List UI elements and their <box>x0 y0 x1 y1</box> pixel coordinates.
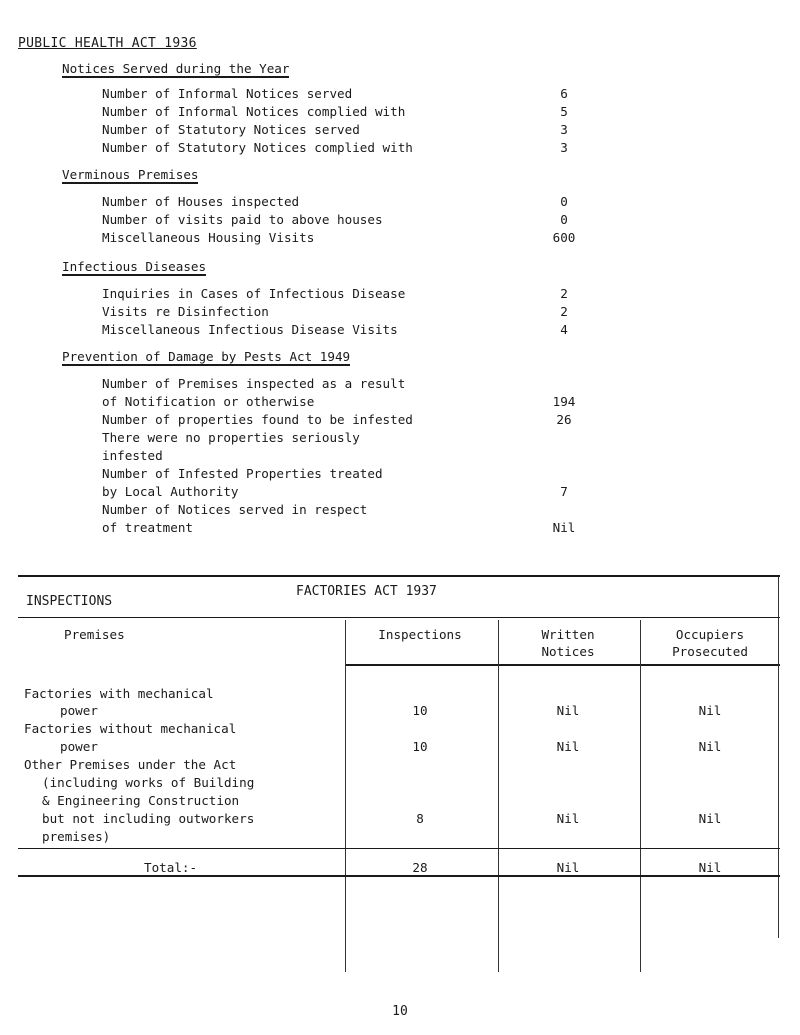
row-label: of Notification or otherwise <box>102 394 315 409</box>
total-inspections: 28 <box>412 860 428 875</box>
row-value: 2 <box>560 304 568 319</box>
notices-row <box>102 86 592 104</box>
row-label: Miscellaneous Infectious Disease Visits <box>102 322 398 337</box>
heading-text: PUBLIC HEALTH ACT 1936 <box>18 36 197 51</box>
table-right-edge <box>778 576 779 938</box>
row-value: 194 <box>552 394 576 409</box>
col-header-occupiers-1: Occupiers <box>675 627 745 642</box>
row-value: 6 <box>560 86 568 101</box>
total-top-rule <box>18 848 780 849</box>
factory-row-label: power <box>60 703 98 718</box>
col-header-written-2: Notices <box>541 644 595 659</box>
factories-act-title: FACTORIES ACT 1937 <box>296 584 437 599</box>
column-divider <box>640 620 641 972</box>
row-label: Miscellaneous Housing Visits <box>102 230 315 245</box>
row-value: 4 <box>560 322 568 337</box>
pests-serious-line1: There were no properties seriously <box>102 430 360 445</box>
row-value: 26 <box>556 412 572 427</box>
verminous-row <box>102 194 592 212</box>
verminous-row <box>102 212 592 230</box>
total-notices: Nil <box>556 860 580 875</box>
notices-row <box>102 122 592 140</box>
row-label: Number of visits paid to above houses <box>102 212 383 227</box>
pests-serious-line2: infested <box>102 448 163 463</box>
row-value: 0 <box>560 212 568 227</box>
factory-row-notices: Nil <box>556 703 580 718</box>
notices-row <box>102 140 592 158</box>
section-title-notices: Notices Served during the Year <box>62 61 290 76</box>
row-value: 2 <box>560 286 568 301</box>
factory-row-prosecuted: Nil <box>698 703 722 718</box>
table-header-rule <box>18 617 780 618</box>
section-title-infectious: Infectious Diseases <box>62 259 207 274</box>
row-value: Nil <box>552 520 576 535</box>
factory-row-inspections: 10 <box>412 703 428 718</box>
row-value: 0 <box>560 194 568 209</box>
table-bottom-rule <box>18 875 780 877</box>
row-label: Visits re Disinfection <box>102 304 269 319</box>
notices-row <box>102 104 592 122</box>
factory-row-label: premises) <box>42 829 111 844</box>
row-value: 5 <box>560 104 568 119</box>
pests-notices-row <box>102 520 592 538</box>
inspections-label: INSPECTIONS <box>26 594 113 609</box>
pests-notices-line1: Number of Notices served in respect <box>102 502 368 517</box>
header-bottom-rule <box>345 664 780 666</box>
row-label: Number of Houses inspected <box>102 194 300 209</box>
page-number: 10 <box>392 1004 408 1019</box>
column-divider <box>345 620 346 972</box>
factory-row-inspections: 10 <box>412 739 428 754</box>
pests-treated-row <box>102 484 592 502</box>
pests-infested-row <box>102 412 592 430</box>
row-label: of treatment <box>102 520 193 535</box>
infectious-row <box>102 286 592 304</box>
row-label: Number of Informal Notices complied with <box>102 104 406 119</box>
row-label: Number of Statutory Notices complied with <box>102 140 413 155</box>
col-header-occupiers-2: Prosecuted <box>672 644 748 659</box>
table-top-rule <box>18 575 780 577</box>
factory-row-label: Other Premises under the Act <box>24 757 237 772</box>
row-label: Number of Informal Notices served <box>102 86 353 101</box>
section-title-pests: Prevention of Damage by Pests Act 1949 <box>62 349 351 364</box>
row-value: 7 <box>560 484 568 499</box>
pests-premises-row <box>102 394 592 412</box>
total-label: Total:- <box>144 860 198 875</box>
row-label: Number of Statutory Notices served <box>102 122 360 137</box>
pests-treated-line1: Number of Infested Properties treated <box>102 466 383 481</box>
column-divider <box>498 620 499 972</box>
infectious-row <box>102 322 592 340</box>
factory-row-notices: Nil <box>556 811 580 826</box>
factory-row-label: Factories without mechanical <box>24 721 237 736</box>
row-value: 3 <box>560 122 568 137</box>
factory-row-label: (including works of Building <box>42 775 255 790</box>
section-title-verminous: Verminous Premises <box>62 167 199 182</box>
infectious-row <box>102 304 592 322</box>
factory-row-label: but not including outworkers <box>42 811 255 826</box>
page-heading <box>18 36 197 51</box>
row-label: Number of properties found to be infested <box>102 412 413 427</box>
factory-row-prosecuted: Nil <box>698 811 722 826</box>
row-label: Inquiries in Cases of Infectious Disease <box>102 286 406 301</box>
factory-row-label: power <box>60 739 98 754</box>
factory-row-inspections: 8 <box>416 811 424 826</box>
factory-row-notices: Nil <box>556 739 580 754</box>
factory-row-label: Factories with mechanical <box>24 686 214 701</box>
verminous-row <box>102 230 592 248</box>
pests-premises-line1: Number of Premises inspected as a result <box>102 376 406 391</box>
col-header-inspections: Inspections <box>378 627 462 642</box>
row-label: by Local Authority <box>102 484 239 499</box>
col-header-written-1: Written <box>541 627 595 642</box>
factory-row-prosecuted: Nil <box>698 739 722 754</box>
row-value: 3 <box>560 140 568 155</box>
total-prosecuted: Nil <box>698 860 722 875</box>
col-header-premises: Premises <box>64 627 125 642</box>
row-value: 600 <box>552 230 576 245</box>
factory-row-label: & Engineering Construction <box>42 793 240 808</box>
